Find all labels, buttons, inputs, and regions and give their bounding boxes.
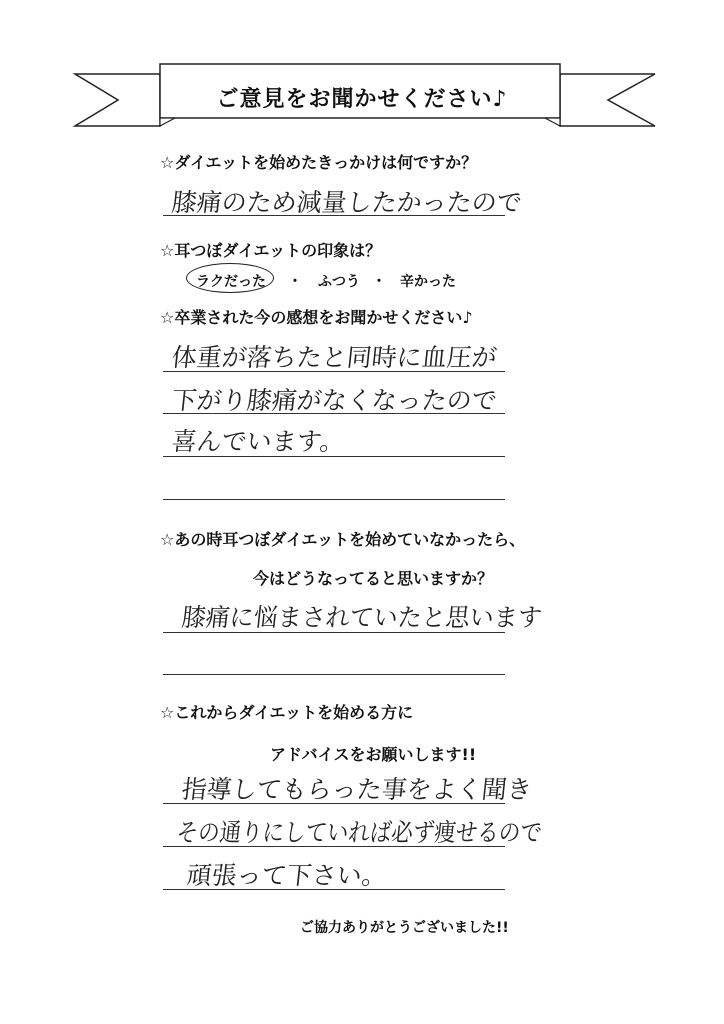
answer-line bbox=[163, 846, 505, 847]
option-separator: ・ bbox=[288, 274, 302, 290]
answer-line bbox=[163, 456, 505, 457]
question-1: ☆ダイエットを始めたきっかけは何ですか？ bbox=[160, 153, 478, 172]
answer-4: 膝痛に悩まされていたと思います bbox=[180, 603, 544, 632]
closing-message: ご協力ありがとうございました!! bbox=[300, 920, 509, 936]
ribbon-left-fold bbox=[160, 118, 175, 126]
answer-5-line-1: 指導してもらった事をよく聞き bbox=[180, 775, 534, 804]
answer-1: 膝痛のため減量したかったので bbox=[170, 188, 524, 217]
answer-line bbox=[163, 632, 505, 633]
question-5-line-1: ☆これからダイエットを始める方に bbox=[160, 703, 414, 722]
answer-3-line-3: 喜んでいます。 bbox=[170, 427, 347, 456]
answer-line bbox=[163, 803, 505, 804]
answer-line bbox=[163, 674, 505, 675]
page-title: ご意見をお聞かせください♪ bbox=[216, 87, 508, 112]
question-2: ☆耳つぼダイエットの印象は？ bbox=[160, 241, 382, 260]
answer-3-line-1: 体重が落ちたと同時に血圧が bbox=[170, 343, 499, 372]
answer-line bbox=[163, 215, 505, 216]
question-4-line-2: 今はどうなってると思いますか？ bbox=[253, 569, 494, 588]
answer-line bbox=[163, 889, 505, 890]
option-separator: ・ bbox=[372, 274, 386, 290]
answer-5-line-2: その通りにしていれば必ず痩せるので bbox=[175, 818, 544, 847]
answer-3-line-2: 下がり膝痛がなくなったので bbox=[170, 386, 499, 415]
ribbon-banner bbox=[0, 0, 724, 140]
answer-line bbox=[163, 371, 505, 372]
answer-line bbox=[163, 413, 505, 414]
question-3: ☆卒業された今の感想をお聞かせください♪ bbox=[160, 308, 473, 327]
question-4-line-1: ☆あの時耳つぼダイエットを始めていなかったら、 bbox=[160, 530, 526, 549]
option-normal: ふつう bbox=[318, 274, 360, 290]
option-easy: ラクだった bbox=[196, 274, 266, 290]
ribbon-right-fold bbox=[545, 118, 560, 126]
question-5-line-2: アドバイスをお願いします!! bbox=[270, 745, 477, 764]
answer-5-line-3: 頑張って下さい。 bbox=[185, 861, 389, 890]
option-hard: 辛かった bbox=[400, 274, 456, 290]
answer-line bbox=[163, 499, 505, 500]
